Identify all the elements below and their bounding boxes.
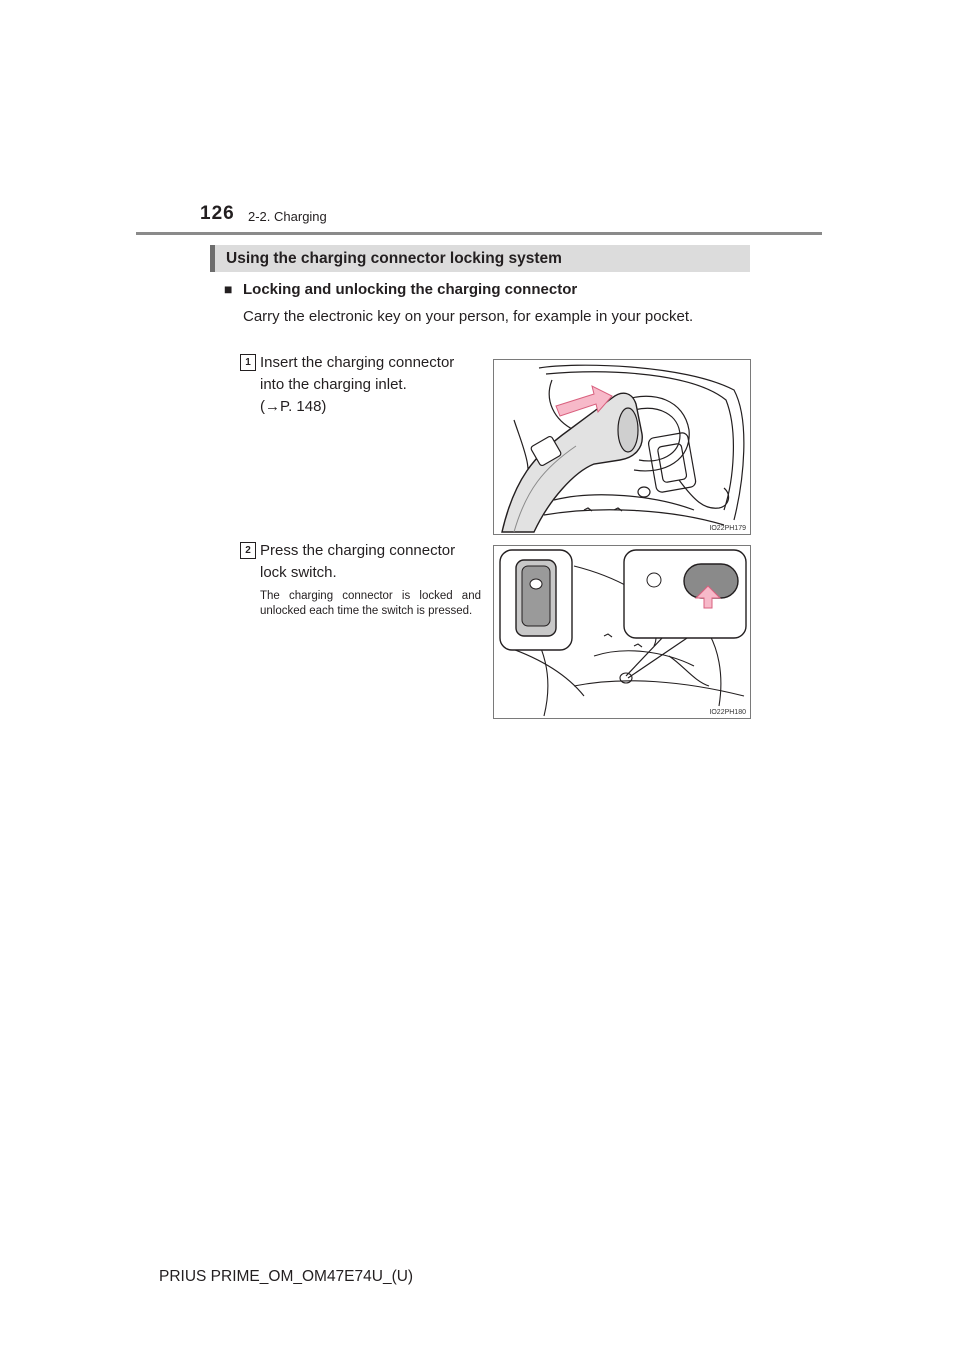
section-label: 2-2. Charging <box>248 209 327 224</box>
step-1-text <box>260 352 480 418</box>
connector-lock-switch-illustration-icon <box>494 546 750 718</box>
subsection-bullet: ■ <box>224 281 233 297</box>
step-1-line-1: Insert the charging connector <box>260 354 455 371</box>
step-1-line-2: into the charging inlet. <box>260 376 407 393</box>
figure-1-code: IO22PH179 <box>709 525 746 532</box>
step-2-note: The charging connector is locked and unlocked each time the switch is pressed. <box>260 590 481 617</box>
figure-charging-connector-insert <box>493 359 751 535</box>
step-2-line-2: lock switch. <box>260 564 337 581</box>
footer-document-id: PRIUS PRIME_OM_OM47E74U_(U) <box>159 1268 414 1285</box>
section-title: Using the charging connector locking system <box>226 250 562 267</box>
intro-paragraph: Carry the electronic key on your person, for example in your pocket. <box>243 308 694 325</box>
figure-2-code: IO22PH180 <box>709 709 746 716</box>
step-2-line-1: Press the charging connector <box>260 542 456 559</box>
figure-connector-lock-switch <box>493 545 751 719</box>
section-title-accent <box>210 245 215 272</box>
step-1-badge: 1 <box>240 354 256 371</box>
step-2-text <box>260 540 480 584</box>
step-2-badge: 2 <box>240 542 256 559</box>
page-number: 126 <box>200 203 235 224</box>
subsection-heading: Locking and unlocking the charging connector <box>243 281 578 298</box>
charging-connector-insert-illustration-icon <box>494 360 750 534</box>
header-rule <box>136 232 822 235</box>
step-1-page-reference[interactable]: (→P. 148) <box>260 398 327 415</box>
